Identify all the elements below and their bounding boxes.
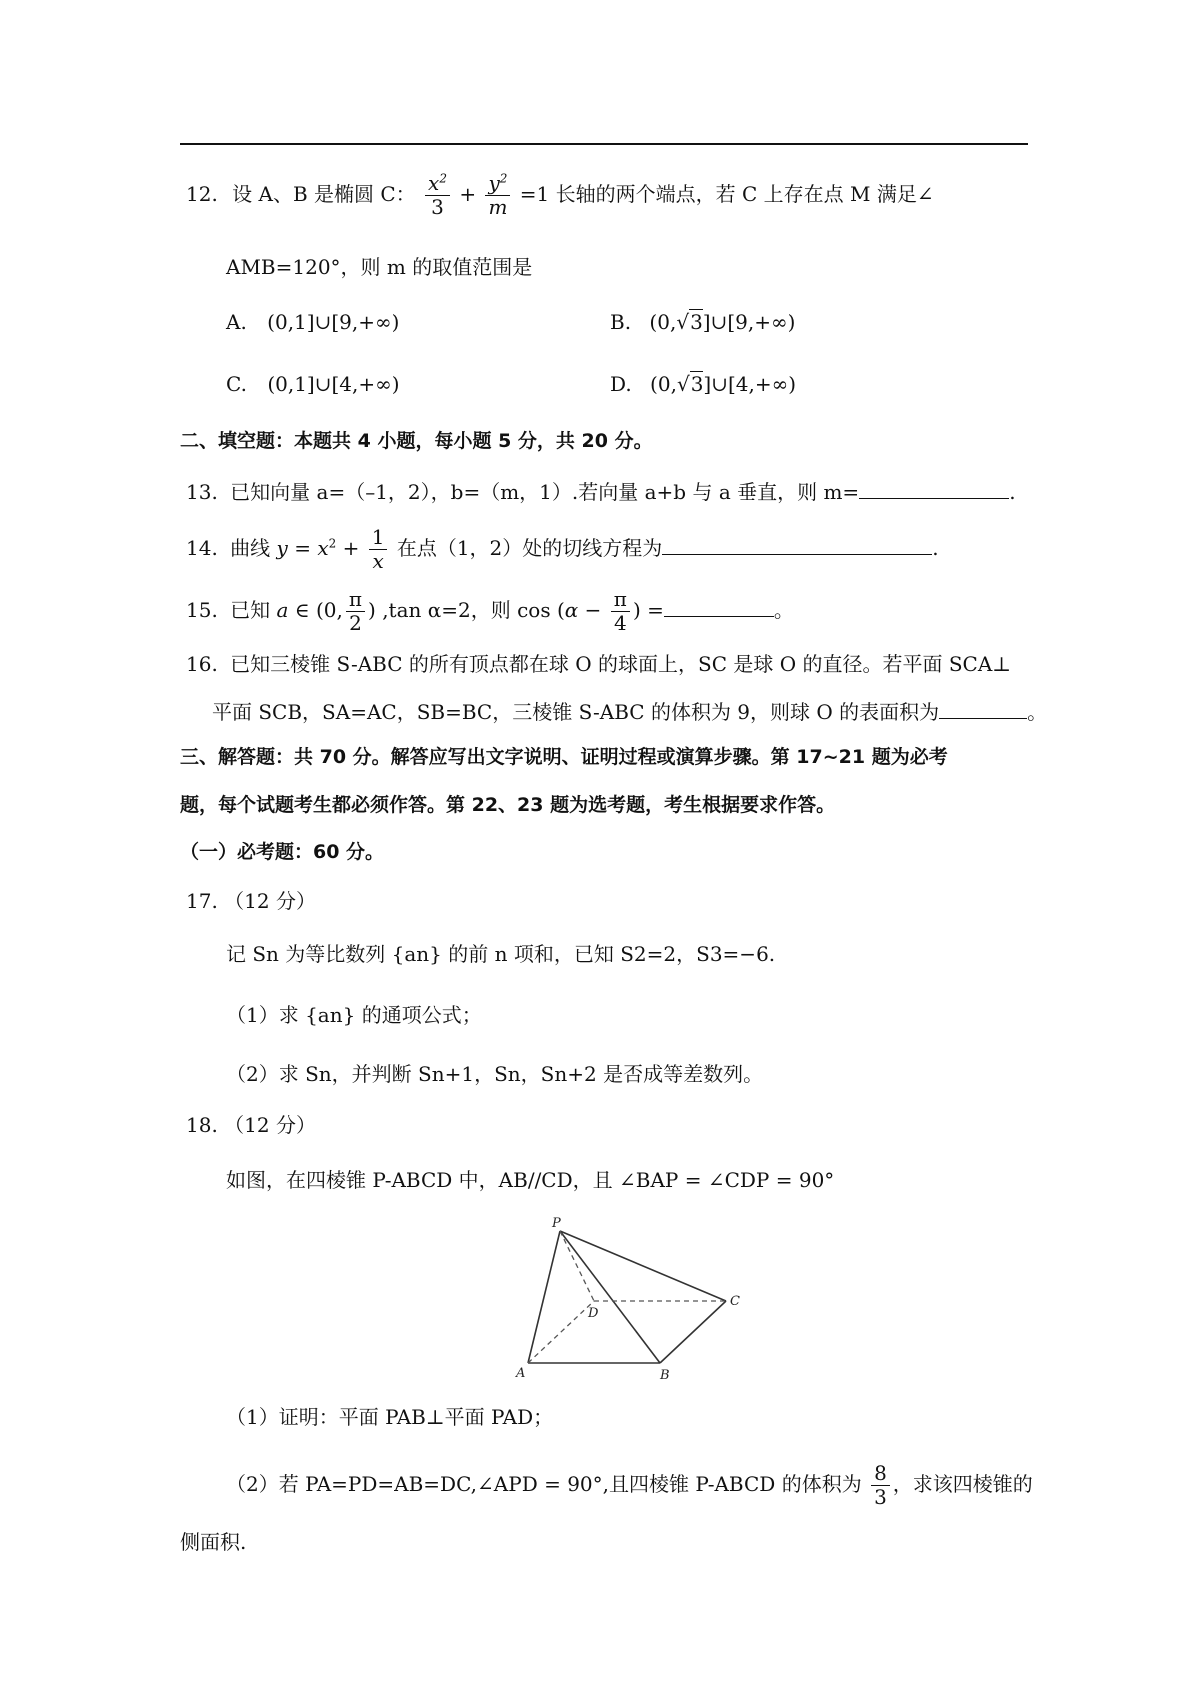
option-a-label: A. xyxy=(226,310,247,334)
q18-part2-a: （2）若 PA=PD=AB=DC,∠APD = 90°,且四棱锥 P-ABCD 的体积为 xyxy=(226,1472,862,1496)
q12-option-c[interactable] xyxy=(226,372,400,396)
edge-PD xyxy=(560,1231,594,1301)
q12-option-a[interactable] xyxy=(226,310,399,334)
q12-text-c: AMB=120°，则 m 的取值范围是 xyxy=(226,255,533,279)
top-rule xyxy=(180,143,1028,145)
q18-part2-line xyxy=(226,1462,1033,1509)
q14-end: . xyxy=(932,536,939,560)
q12-text-b: 长轴的两个端点，若 C 上存在点 M 满足∠ xyxy=(555,182,934,206)
q18-stem: 如图，在四棱锥 P-ABCD 中，AB//CD，且 ∠BAP = ∠CDP = 90° xyxy=(226,1168,835,1192)
label-A: A xyxy=(516,1366,526,1381)
q12-line1: 12. 设 A、B 是椭圆 C： $\frac{x^2}{3}$ + $\frac{y^2}{m}$ =1 长轴的两个端点，若 C 上存在点 M 满足∠ xyxy=(186,171,934,219)
section3-line1: 三、解答题：共 70 分。解答应写出文字说明、证明过程或演算步骤。第 17~21 题为必考 xyxy=(180,746,948,768)
q15-number: 15. xyxy=(186,598,218,622)
section3-line2: 题，每个试题考生都必须作答。第 22、23 题为选考题，考生根据要求作答。 xyxy=(180,794,836,816)
label-P: P xyxy=(552,1216,561,1231)
q18-part2-c: 侧面积. xyxy=(180,1530,247,1554)
option-b-root: 3 xyxy=(690,310,703,334)
q15-line: 15. 已知 a ∈ (0, $\frac{\pi}{2}$ ) ,tan α=2，则 cos (α − $\frac{\pi}{4}$ ) = 。 xyxy=(186,587,794,635)
label-B: B xyxy=(660,1368,670,1383)
q14-line: 14. 曲线 $y = x^2$ + $\frac{1}{x}$ 在点（1，2）处的切线方程为 . xyxy=(186,525,939,573)
q14-pre: 曲线 xyxy=(230,536,271,560)
q16-end: 。 xyxy=(1027,700,1048,724)
q15-pi-over-4: $\frac{\pi}{4}$ xyxy=(611,588,630,635)
edge-PA xyxy=(528,1231,560,1363)
ellipse-term-x: $\frac{x^2}{3}$ xyxy=(425,172,450,219)
q17-stem: 记 Sn 为等比数列 {an} 的前 n 项和，已知 S2=2，S3=−6. xyxy=(226,942,776,966)
q17-header: 17. （12 分） xyxy=(186,889,316,913)
q12-option-d[interactable]: D. (0,√3]∪[4,+∞) xyxy=(610,372,797,396)
edge-BC xyxy=(660,1301,726,1363)
q16-answer-blank[interactable] xyxy=(939,698,1027,719)
q16-number: 16. xyxy=(186,652,218,676)
label-C: C xyxy=(730,1294,740,1309)
label-D: D xyxy=(588,1306,599,1321)
q18-header: 18. （12 分） xyxy=(186,1113,316,1137)
q13-end: . xyxy=(1009,480,1016,504)
ellipse-term-y: $\frac{y^2}{m}$ xyxy=(485,172,510,219)
q17-part2: （2）求 Sn，并判断 Sn+1，Sn，Sn+2 是否成等差数列。 xyxy=(226,1062,764,1086)
q16-line1 xyxy=(186,652,1011,676)
option-d-label: D. xyxy=(610,372,632,396)
q13-line xyxy=(186,478,1016,504)
q15-mid: ,tan α=2，则 xyxy=(382,598,511,622)
option-d-root: 3 xyxy=(690,372,704,396)
q13-answer-blank[interactable] xyxy=(859,478,1009,499)
option-a-value: (0,1]∪[9,+∞) xyxy=(267,310,400,334)
section2-title: 二、填空题：本题共 4 小题，每小题 5 分，共 20 分。 xyxy=(180,430,653,452)
q14-number: 14. xyxy=(186,536,218,560)
edge-AD xyxy=(528,1301,594,1363)
q13-number: 13. xyxy=(186,480,218,504)
pyramid-figure xyxy=(510,1215,750,1390)
q12-option-b[interactable]: B. (0,√3]∪[9,+∞) xyxy=(610,310,796,334)
q15-answer-blank[interactable] xyxy=(664,596,774,617)
q18-part2-b: ，求该四棱锥的 xyxy=(892,1472,1033,1496)
option-b-post: ]∪[9,+∞) xyxy=(702,310,796,334)
q14-text: 在点（1，2）处的切线方程为 xyxy=(396,536,663,560)
option-b-label: B. xyxy=(610,310,632,334)
edge-PC xyxy=(560,1231,726,1301)
option-c-value: (0,1]∪[4,+∞) xyxy=(267,372,400,396)
option-c-label: C. xyxy=(226,372,247,396)
option-d-post: ]∪[4,+∞) xyxy=(703,372,797,396)
q15-pi-over-2: $\frac{\pi}{2}$ xyxy=(346,588,365,635)
q17-part1: （1）求 {an} 的通项公式； xyxy=(226,1003,482,1027)
option-b-pre: (0, xyxy=(649,310,677,334)
option-d-pre: (0, xyxy=(650,372,677,396)
edge-PB xyxy=(560,1231,660,1363)
volume-fraction: $\frac{8}{3}$ xyxy=(871,1462,890,1509)
q16-line2 xyxy=(212,698,1047,724)
q16-text-2: 平面 SCB，SA=AC，SB=BC，三棱锥 S-ABC 的体积为 9，则球 O 的表面积为 xyxy=(212,700,940,724)
q13-text: 已知向量 a=（–1，2），b=（m，1）.若向量 a+b 与 a 垂直，则 m= xyxy=(230,480,860,504)
section3-subtitle: （一）必考题：60 分。 xyxy=(180,841,385,863)
q15-end: 。 xyxy=(773,598,794,622)
q12-text-a: 设 A、B 是椭圆 C： xyxy=(232,182,416,206)
q16-text-1: 已知三棱锥 S-ABC 的所有顶点都在球 O 的球面上，SC 是球 O 的直径。若平面 SCA⊥ xyxy=(230,652,1012,676)
q15-pre: 已知 xyxy=(230,598,271,622)
q14-fraction: $\frac{1}{x}$ xyxy=(369,526,388,573)
q12-number: 12. xyxy=(186,182,218,206)
q14-answer-blank[interactable] xyxy=(662,534,932,555)
q18-part1: （1）证明：平面 PAB⊥平面 PAD； xyxy=(226,1405,554,1429)
